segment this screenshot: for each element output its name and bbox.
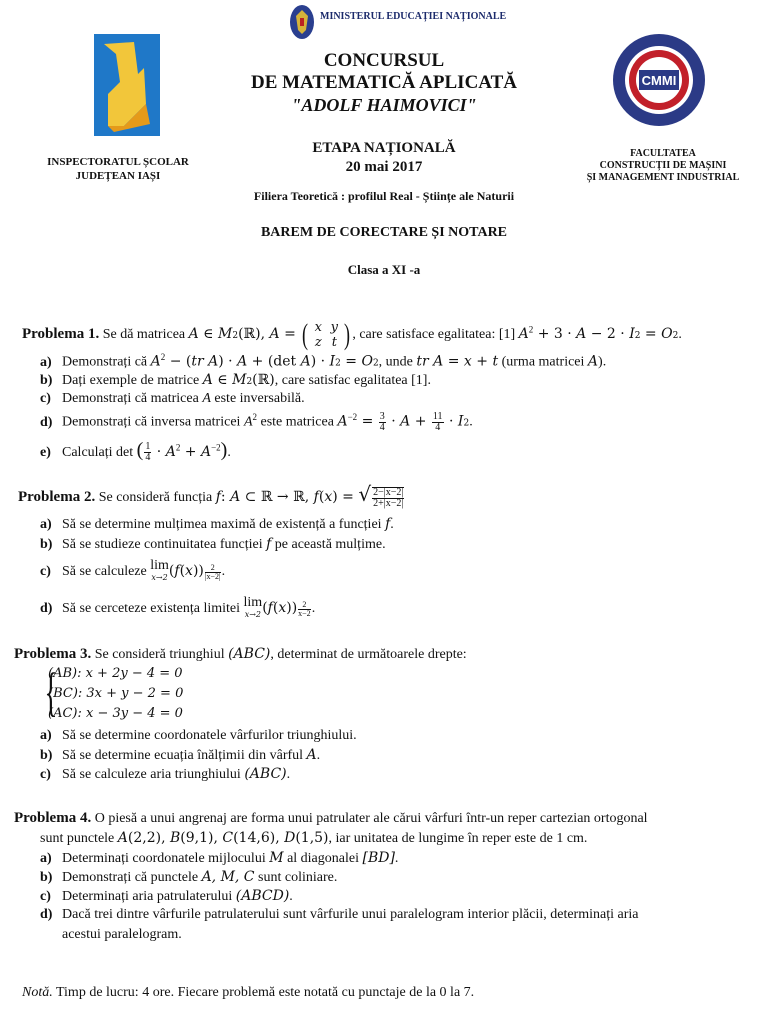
cmmi-logo <box>611 32 707 128</box>
problem-4-a: a) Determinați coordonatele mijlocului M al diagonalei [BD]. <box>40 850 399 866</box>
contest-date: 20 mai 2017 <box>345 159 423 175</box>
right-institution-1: FACULTATEA <box>630 148 696 159</box>
class-title: Clasa a XI -a <box>347 262 421 277</box>
problem-3-eq-bc: (BC): 3x + y − 2 = 0 <box>48 686 184 701</box>
contest-title-2: DE MATEMATICĂ APLICATĂ <box>250 72 517 93</box>
left-logo <box>94 34 160 136</box>
problem-4-c: c) Determinați aria patrulaterului (ABCD). <box>40 888 293 904</box>
problem-3-eq-ac: (AC): x − 3y − 4 = 0 <box>48 706 183 721</box>
problem-2-d: d) Să se cerceteze existența limitei lim x→2 (f(x)) $\frac{2}{x-2}$ . <box>40 595 316 619</box>
problem-2-statement: Problema 2. Se consideră funcția f: A ⊂ ℝ → ℝ, f(x) = √ $\frac{2-|x-2|}{2+|x-2|}$ <box>18 482 404 509</box>
problem-3-b: b) Să se determine ecuația înălțimii din vârful A. <box>40 747 321 763</box>
barem-title: BAREM DE CORECTARE ȘI NOTARE <box>260 225 508 240</box>
left-institution-1: INSPECTORATUL ȘCOLAR <box>47 156 189 168</box>
note: Notă. Timp de lucru: 4 ore. Fiecare problemă este notată cu punctaje de la 0 la 7. <box>22 985 475 1000</box>
ministry-emblem-icon <box>289 4 315 40</box>
problem-4-d: d) Dacă trei dintre vârfurile patrulaterului sunt vârfurile unui paralelogram interior plăcii, determinați aria <box>40 907 639 922</box>
contest-title-1: CONCURSUL <box>323 50 445 71</box>
problem-1-a: a) Demonstrați că $A^2 - (tr$ A) · A + (det A) · I2 = O2, unde tr A = x + t (urma matricei A). <box>40 352 607 370</box>
problem-1-b: b) Dați exemple de matrice A ∈ M2(ℝ), care satisfac egalitatea [1]. <box>40 372 431 388</box>
problem-1-statement: Problema 1. Se dă matricea A ∈ M2(ℝ), A = ( x y z t ) , care satisface egalitatea: [1] $A^2 + 3 \cdot A - 2 \cdot I2 = O2$. <box>22 318 682 351</box>
left-institution-2: JUDEȚEAN IAȘI <box>75 170 161 182</box>
ministry-name: MINISTERUL EDUCAȚIEI NAȚIONALE <box>320 11 507 22</box>
svg-text:CMMI: CMMI <box>641 73 677 88</box>
problem-3-brace: { <box>44 662 58 722</box>
problem-4-b: b) Demonstrați că punctele A, M, C sunt coliniare. <box>40 869 338 885</box>
contest-title-3: "ADOLF HAIMOVICI" <box>291 95 477 115</box>
problem-4-statement-2: sunt punctele A(2,2), B(9,1), C(14,6), D(1,5), iar unitatea de lungime în reper este de 1 cm. <box>40 830 588 846</box>
right-institution-2: CONSTRUCȚII DE MAȘINI <box>599 160 727 171</box>
problem-2-c: c) Să se calculeze lim x→2 (f(x)) $\frac{2}{|x-2|}$ . <box>40 558 226 582</box>
stage-title: ETAPA NAȚIONALĂ <box>312 140 456 156</box>
problem-3-a: a) Să se determine coordonatele vârfurilor triunghiului. <box>40 728 357 743</box>
problem-1-c: c) Demonstrați că matricea A este inversabilă. <box>40 391 305 406</box>
filiera: Filiera Teoretică : profilul Real - Științe ale Naturii <box>253 189 515 203</box>
problem-1-e: e) Calculați det ( $\frac{1}{4}$ · $A^2 + A^{-2}$). <box>40 439 231 464</box>
problem-3-statement: Problema 3. Se consideră triunghiul (ABC), determinat de următoarele drepte: <box>14 646 467 662</box>
problem-2-b: b) Să se studieze continuitatea funcției f pe această mulțime. <box>40 536 386 552</box>
problem-3-eq-ab: (AB): x + 2y − 4 = 0 <box>48 666 183 681</box>
problem-4-statement: Problema 4. O piesă a unui angrenaj are forma unui patrulater ale cărui vârfuri într-un reper cartezian ortogonal <box>14 810 648 826</box>
right-institution-3: ȘI MANAGEMENT INDUSTRIAL <box>586 172 740 183</box>
problem-2-a: a) Să se determine mulțimea maximă de existență a funcției f. <box>40 516 394 532</box>
problem-4-d-cont: acestui paralelogram. <box>62 927 182 942</box>
problem-3-c: c) Să se calculeze aria triunghiului (ABC). <box>40 766 291 782</box>
problem-1-d: d) Demonstrați că inversa matricei $A^2$ este matricea $A^{-2}$ = $\frac{3}{4}$ · A + $\frac{11}{4}$ · I2. <box>40 411 473 433</box>
